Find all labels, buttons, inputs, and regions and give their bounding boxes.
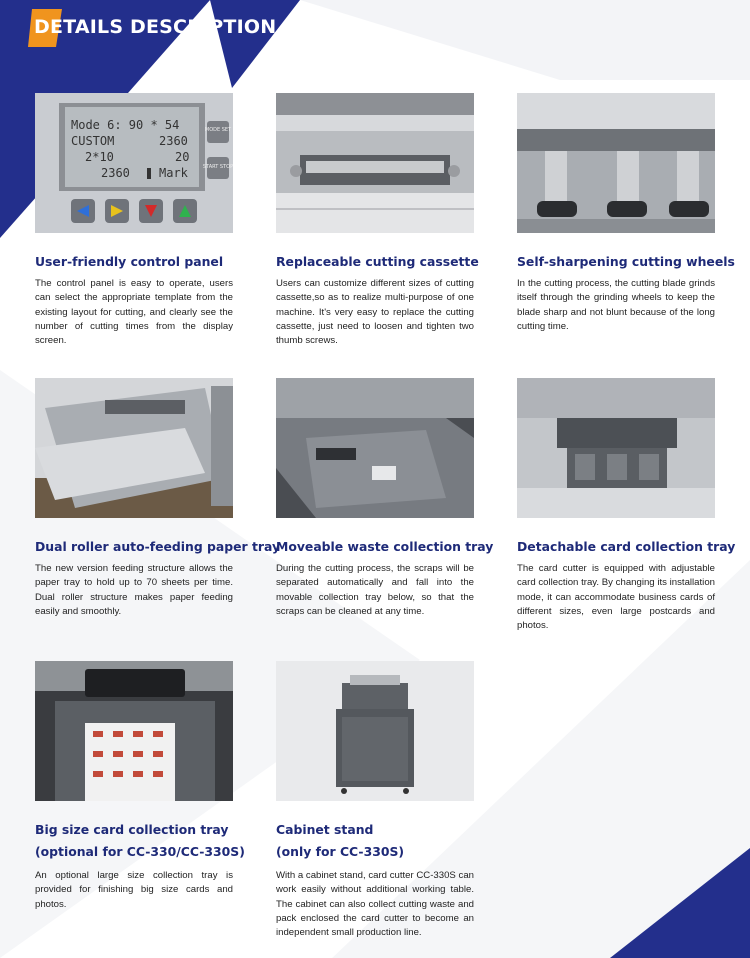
- lcd-grid: 2*10: [85, 150, 114, 164]
- control-panel-photo: [35, 93, 233, 233]
- card-title: User-friendly control panel: [35, 254, 224, 269]
- lcd-count: 2360: [159, 134, 188, 148]
- card-title: Detachable card collection tray: [517, 539, 736, 554]
- mode-set-key: MODE SET: [204, 127, 232, 133]
- card-description: The card cutter is equipped with adjustable card collection tray. By changing its installation mode, it can accommodate business cards of different sizes, even large postcards and photos.: [517, 563, 715, 632]
- lcd-line-mode: Mode 6: 90 * 54: [71, 118, 180, 132]
- start-stop-key: START STOP: [202, 164, 233, 170]
- cabinet-stand-photo: [276, 661, 474, 801]
- card-description: With a cabinet stand, card cutter CC-330S can work easily without additional working table. The cabinet can also collect cutting waste and pack enclosed the card cutter to become an independent small production line.: [276, 870, 474, 939]
- card-tray-photo: [517, 378, 715, 518]
- cutting-cassette-photo: [276, 93, 474, 233]
- page-title: DETAILS DESCRIPTION: [34, 16, 277, 38]
- card-description: Users can customize different sizes of cutting cassette,so as to realize multi-purpose of one machine. It's very easy to replace the cutting cassette, just need to loosen and tighten two thumb screws.: [276, 278, 474, 347]
- big-size-tray-photo: [35, 661, 233, 801]
- lcd-mark: Mark: [159, 166, 188, 180]
- card-title: Dual roller auto-feeding paper tray: [35, 539, 281, 554]
- lcd-value: 20: [175, 150, 190, 164]
- paper-tray-photo: [35, 378, 233, 518]
- card-subtitle: (only for CC-330S): [276, 844, 405, 859]
- card-title: Replaceable cutting cassette: [276, 254, 479, 269]
- card-description: In the cutting process, the cutting blade grinds itself through the grinding wheels to keep the blade sharp and not blunt because of the long cutting time.: [517, 278, 715, 332]
- card-title: Self-sharpening cutting wheels: [517, 254, 735, 269]
- cutting-wheels-photo: [517, 93, 715, 233]
- lcd-custom: CUSTOM: [71, 134, 115, 148]
- card-description: The control panel is easy to operate, users can select the appropriate template from the existing layout for cutting, and clearly see the number of cutting times from the display screen.: [35, 278, 233, 347]
- lcd-total: 2360: [101, 166, 130, 180]
- card-title: Cabinet stand: [276, 822, 374, 837]
- card-description: An optional large size collection tray is provided for finishing big size cards and photos.: [35, 870, 233, 910]
- card-description: The new version feeding structure allows the paper tray to hold up to 70 sheets per time. Dual roller structure makes paper feeding easily and smoothly.: [35, 563, 233, 617]
- card-subtitle: (optional for CC-330/CC-330S): [35, 844, 245, 859]
- page-header: [34, 9, 276, 43]
- card-title: Big size card collection tray: [35, 822, 229, 837]
- waste-tray-photo: [276, 378, 474, 518]
- card-description: During the cutting process, the scraps will be separated automatically and fall into the movable collection tray below, so that the scraps can be cleaned at any time.: [276, 563, 474, 617]
- card-title: Moveable waste collection tray: [276, 539, 494, 554]
